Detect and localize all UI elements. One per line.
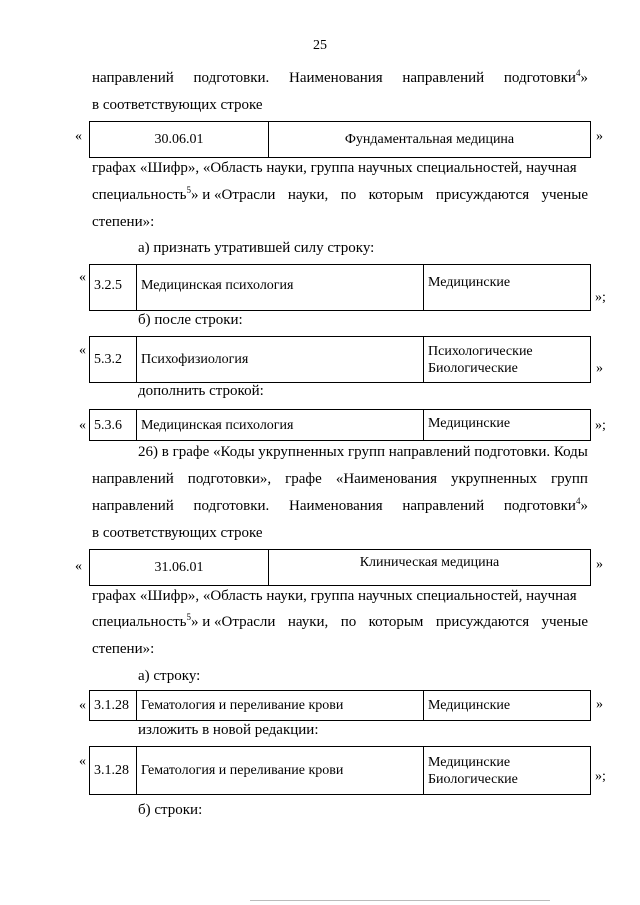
- quote-close: »: [596, 697, 603, 712]
- name-cell: Психофизиология: [137, 337, 424, 383]
- word: Наименования: [289, 70, 383, 86]
- name-cell: Гематология и переливание крови: [137, 691, 424, 721]
- branch-line: Биологические: [428, 771, 518, 787]
- word: [92, 187, 275, 204]
- paragraph-line: [92, 471, 588, 488]
- quote-mark: »: [580, 498, 588, 514]
- word: направлений: [402, 498, 485, 514]
- number-cell: 5.3.2: [90, 337, 137, 383]
- branch-cell: Медицинские: [424, 691, 591, 721]
- paragraph-line: [92, 614, 588, 631]
- word: науки,: [287, 187, 329, 203]
- word: подготовки: [503, 70, 576, 86]
- number-cell: 3.1.28: [90, 747, 137, 795]
- scan-edge-line: [250, 900, 550, 901]
- word: графе: [285, 471, 322, 487]
- table-row-30-06-01: [89, 121, 591, 158]
- code-cell: 31.06.01: [90, 550, 269, 586]
- item-a-row: а) строку:: [138, 668, 201, 684]
- word: присуждаются: [435, 614, 530, 630]
- name-cell: Гематология и переливание крови: [137, 747, 424, 795]
- footnote-ref: 5: [186, 185, 191, 195]
- quote-open: «: [79, 270, 86, 285]
- word: направлений: [402, 70, 485, 86]
- branch-line: Психологические: [428, 343, 533, 359]
- word: укрупненных: [451, 471, 537, 487]
- new-edition-label: изложить в новой редакции:: [138, 722, 319, 738]
- add-row-label: дополнить строкой:: [138, 383, 264, 399]
- paragraph-line: степени»:: [92, 214, 155, 230]
- paragraph-line: [92, 187, 588, 204]
- name-cell: Клиническая медицина: [269, 550, 591, 586]
- quote-close: »: [596, 129, 603, 144]
- item-b-rows: б) строки:: [138, 802, 203, 818]
- word: направлений: [92, 498, 174, 514]
- word: подготовки.: [193, 70, 270, 86]
- quote-open: «: [79, 418, 86, 433]
- word: которым: [368, 187, 424, 203]
- name-cell: Медицинская психология: [137, 410, 424, 441]
- word: [504, 70, 588, 87]
- name-cell: Медицинская психология: [137, 265, 424, 311]
- table-row-3-1-28-new: [89, 746, 591, 795]
- word: присуждаются: [435, 187, 530, 203]
- paragraph-line: [92, 498, 588, 515]
- branch-cell: [424, 337, 591, 383]
- item-b-after: б) после строки:: [138, 312, 243, 328]
- quote-open: «: [79, 698, 86, 713]
- code-cell: 30.06.01: [90, 122, 269, 158]
- word: [504, 498, 588, 515]
- name-cell: Фундаментальная медицина: [269, 122, 591, 158]
- quote-close-semicolon: »;: [595, 769, 606, 784]
- table-row-5-3-6: [89, 409, 591, 441]
- branch-cell: Медицинские: [424, 410, 591, 441]
- word: » и «Отрасли: [190, 614, 276, 630]
- paragraph-line: в соответствующих строке: [92, 97, 263, 113]
- paragraph-line: степени»:: [92, 641, 155, 657]
- word: Наименования: [289, 498, 383, 514]
- word: направлений: [92, 471, 174, 487]
- footnote-ref: 4: [575, 68, 581, 78]
- quote-mark: »: [580, 70, 588, 86]
- number-cell: 3.2.5: [90, 265, 137, 311]
- word: » и «Отрасли: [190, 187, 276, 203]
- table-row-3-1-28-old: [89, 690, 591, 721]
- word: науки,: [287, 614, 329, 630]
- word: групп: [550, 471, 588, 487]
- paragraph-line: графах «Шифр», «Область науки, группа научных специальностей, научная: [92, 160, 577, 176]
- quote-close-semicolon: »;: [595, 290, 606, 305]
- word: подготовки.: [193, 498, 270, 514]
- page-number: 25: [313, 38, 327, 53]
- paragraph-line: в соответствующих строке: [92, 525, 263, 541]
- quote-open: «: [75, 129, 82, 144]
- branch-cell: [424, 747, 591, 795]
- paragraph-line: [92, 70, 588, 87]
- footnote-ref: 4: [575, 496, 581, 506]
- word: подготовки»,: [187, 471, 272, 487]
- table-row-3-2-5: [89, 264, 591, 311]
- number-cell: 3.1.28: [90, 691, 137, 721]
- quote-open: «: [75, 559, 82, 574]
- branch-line: Биологические: [428, 360, 518, 376]
- item-a-remove: а) признать утратившей силу строку:: [138, 240, 375, 256]
- word: ученые: [541, 614, 588, 630]
- quote-close: »: [596, 361, 603, 376]
- table-row-5-3-2: [89, 336, 591, 383]
- number-cell: 5.3.6: [90, 410, 137, 441]
- paragraph-line: графах «Шифр», «Область науки, группа научных специальностей, научная: [92, 588, 577, 604]
- footnote-ref: 5: [186, 612, 191, 622]
- word: которым: [368, 614, 424, 630]
- table-row-31-06-01: [89, 549, 591, 586]
- word: по: [340, 614, 357, 630]
- word: [92, 614, 275, 631]
- branch-line: Медицинские: [428, 754, 511, 770]
- quote-open: «: [79, 343, 86, 358]
- quote-close-semicolon: »;: [595, 418, 606, 433]
- word: по: [340, 187, 357, 203]
- word: ученые: [541, 187, 588, 203]
- branch-cell: Медицинские: [424, 265, 591, 311]
- word: специальность: [92, 187, 187, 203]
- quote-close: »: [596, 557, 603, 572]
- quote-open: «: [79, 754, 86, 769]
- paragraph-line: 26) в графе «Коды укрупненных групп направлений подготовки. Коды: [138, 444, 588, 460]
- word: подготовки: [503, 498, 576, 514]
- word: специальность: [92, 614, 187, 630]
- word: «Наименования: [335, 471, 438, 487]
- word: направлений: [92, 70, 174, 86]
